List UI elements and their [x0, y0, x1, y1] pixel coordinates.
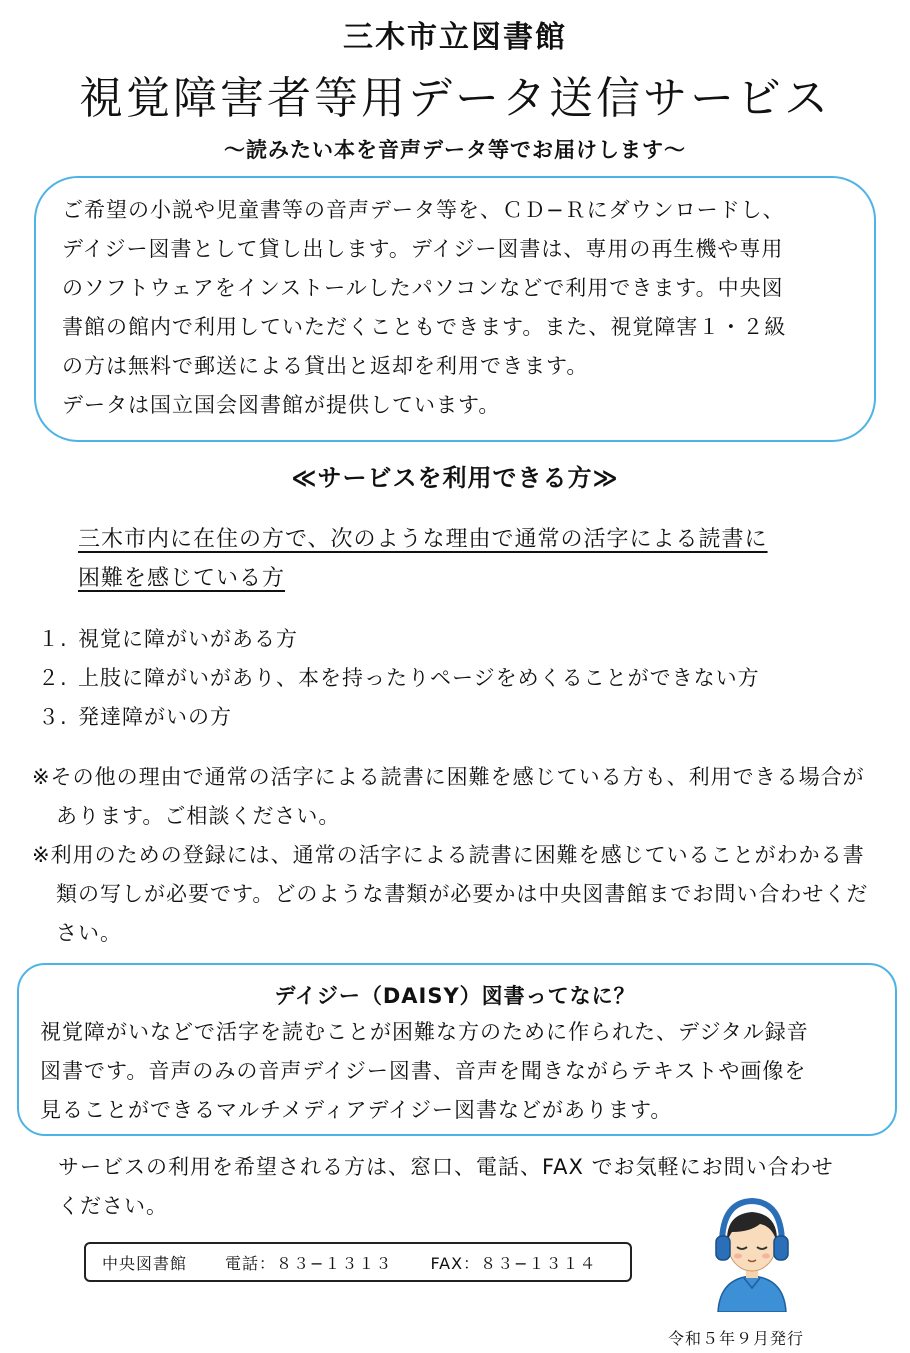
eligibility-line: 三木市内に在住の方で、次のような理由で通常の活字による読書に [78, 527, 768, 552]
intro-line: データは国立国会図書館が提供しています。 [62, 393, 501, 417]
person-with-headphones-illustration [704, 1192, 800, 1312]
page-title: 視覚障害者等用データ送信サービス [79, 73, 831, 124]
daisy-text [40, 1013, 880, 1130]
eligibility-line: 困難を感じている方 [78, 566, 286, 591]
issue-date: 令和５年９月発行 [668, 1329, 805, 1348]
intro-text [62, 191, 862, 425]
list-item-number: １. [38, 627, 68, 651]
list-item [38, 620, 878, 659]
list-item-text: 上肢に障がいがあり、本を持ったりページをめくることができない方 [78, 666, 760, 690]
list-item [38, 698, 878, 737]
note-other-reasons: ※その他の理由で通常の活字による読書に困難を感じている方も、利用できる場合があります。ご相談ください。 [32, 765, 865, 828]
daisy-line: 図書です。音声のみの音声デイジー図書、音声を聞きながらテキストや画像を [40, 1059, 807, 1083]
daisy-line: 見ることができるマルチメディアデイジー図書などがあります。 [40, 1098, 673, 1122]
intro-line: の方は無料で郵送による貸出と返却を利用できます。 [62, 354, 589, 378]
intro-line: 書館の館内で利用していただくこともできます。また、視覚障害１・２級 [62, 315, 787, 339]
contact-line: サービスの利用を希望される方は、窓口、電話、FAX でお気軽にお問い合わせ [58, 1155, 834, 1179]
list-item-text: 視覚に障がいがある方 [78, 627, 298, 651]
page-subtitle: ～読みたい本を音声データ等でお届けします～ [224, 138, 686, 162]
eligibility-heading: ≪サービスを利用できる方≫ [291, 464, 619, 492]
eligibility-statement [78, 520, 838, 598]
library-name: 中央図書館 [102, 1253, 188, 1273]
notes [32, 758, 882, 953]
fax-number: FAX：８３−１３１４ [430, 1253, 597, 1273]
organization-name: 三木市立図書館 [343, 20, 567, 55]
intro-line: のソフトウェアをインストールしたパソコンなどで利用できます。中央図 [62, 276, 784, 300]
daisy-line: 視覚障がいなどで活字を読むことが困難な方のために作られた、デジタル録音 [40, 1020, 809, 1044]
intro-line: デイジー図書として貸し出します。デイジー図書は、専用の再生機や専用 [62, 237, 784, 261]
contact-info-box [84, 1242, 632, 1282]
phone-number: 電話：８３−１３１３ [225, 1253, 393, 1273]
daisy-heading: デイジー（DAISY）図書ってなに？ [274, 984, 636, 1008]
eligibility-list [38, 620, 878, 737]
list-item [38, 659, 878, 698]
note-registration: ※利用のための登録には、通常の活字による読書に困難を感じていることがわかる書類の写しが必要です。どのような書類が必要かは中央図書館までお問い合わせください。 [32, 843, 869, 945]
list-item-number: ２. [38, 666, 68, 690]
list-item-number: ３. [38, 705, 68, 729]
list-item-text: 発達障がいの方 [78, 705, 232, 729]
contact-line: ください。 [58, 1194, 168, 1218]
intro-line: ご希望の小説や児童書等の音声データ等を、ＣＤ−Ｒにダウンロードし、 [62, 198, 785, 222]
